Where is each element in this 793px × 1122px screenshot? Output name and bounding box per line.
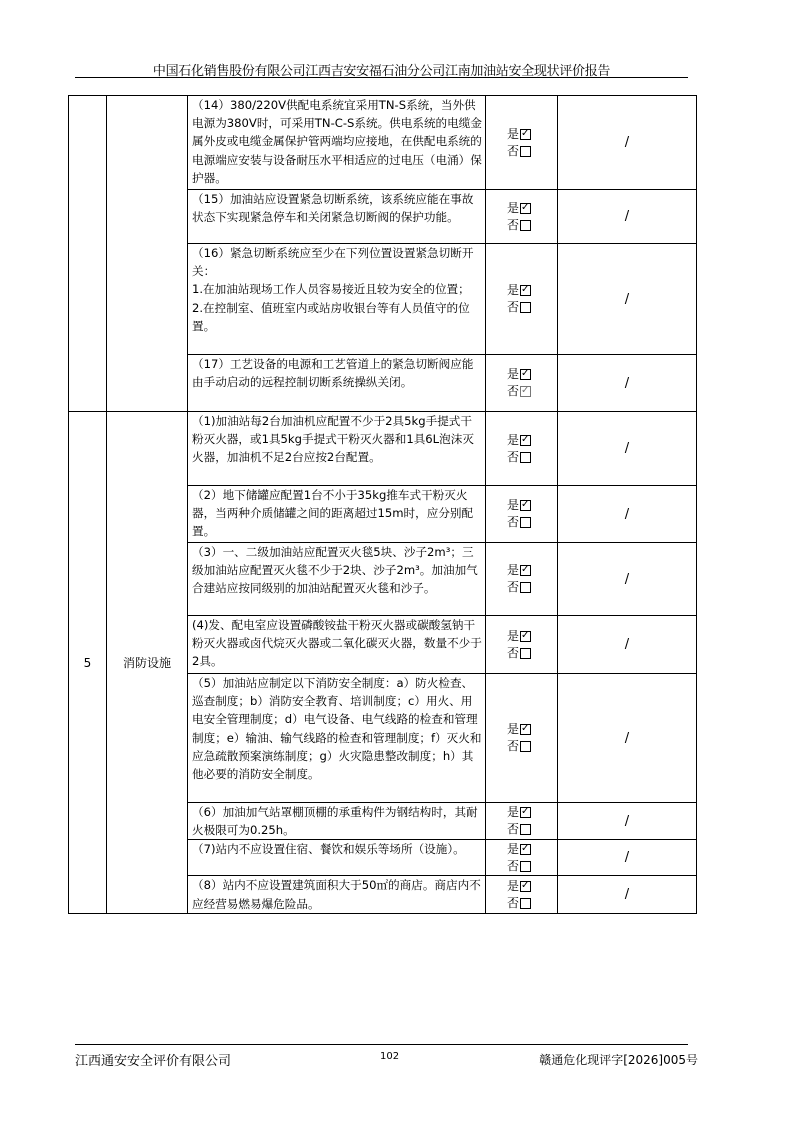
option-no-checkbox[interactable] bbox=[520, 824, 531, 835]
compliance-options bbox=[507, 200, 553, 234]
footer-document-number: 赣通危化现评字[2026]005号 bbox=[539, 1053, 698, 1067]
option-no bbox=[507, 383, 553, 400]
footer-divider bbox=[75, 1044, 688, 1045]
result-cell: / bbox=[558, 803, 697, 840]
option-no-checkbox[interactable] bbox=[520, 861, 531, 872]
option-yes-label: 是 bbox=[507, 200, 520, 215]
option-yes bbox=[507, 366, 553, 383]
result-cell: / bbox=[558, 486, 697, 543]
option-no bbox=[507, 514, 553, 531]
compliance-options bbox=[507, 562, 553, 596]
option-no-label: 否 bbox=[507, 739, 520, 753]
option-yes-label: 是 bbox=[507, 498, 520, 512]
option-no-checkbox[interactable] bbox=[520, 741, 531, 752]
compliance-cell bbox=[486, 190, 558, 244]
compliance-cell bbox=[486, 543, 558, 616]
compliance-cell bbox=[486, 616, 558, 674]
section-category-cell: 消防设施 bbox=[107, 412, 188, 914]
option-no bbox=[507, 449, 553, 466]
section-category-cell bbox=[107, 96, 188, 412]
option-yes bbox=[507, 126, 553, 143]
compliance-cell bbox=[486, 803, 558, 840]
compliance-cell bbox=[486, 412, 558, 486]
option-yes bbox=[507, 432, 553, 449]
option-yes-checkbox[interactable] bbox=[520, 285, 531, 296]
option-yes-label: 是 bbox=[507, 805, 520, 820]
option-no-label: 否 bbox=[507, 515, 520, 529]
option-yes-label: 是 bbox=[507, 628, 520, 643]
option-no-checkbox[interactable] bbox=[520, 146, 531, 157]
option-no-checkbox[interactable] bbox=[520, 386, 531, 397]
option-yes-label: 是 bbox=[507, 722, 520, 736]
result-cell: / bbox=[558, 190, 697, 244]
compliance-cell bbox=[486, 244, 558, 355]
result-cell: / bbox=[558, 412, 697, 486]
option-no-label: 否 bbox=[507, 217, 520, 232]
option-no bbox=[507, 299, 553, 316]
compliance-options bbox=[507, 126, 553, 160]
compliance-cell bbox=[486, 876, 558, 914]
requirement-text: （15）加油站应设置紧急切断系统，该系统应能在事故状态下实现紧急停车和关闭紧急切断阀的保护功能。 bbox=[188, 190, 486, 244]
option-yes-label: 是 bbox=[507, 432, 520, 447]
compliance-options bbox=[507, 841, 553, 875]
option-yes-checkbox[interactable] bbox=[520, 724, 531, 735]
option-no-checkbox[interactable] bbox=[520, 898, 531, 909]
compliance-options bbox=[507, 721, 553, 755]
result-cell: / bbox=[558, 543, 697, 616]
requirement-text: （7)站内不应设置住宿、餐饮和娱乐等场所（设施）。 bbox=[188, 840, 486, 876]
page-number: 102 bbox=[380, 1051, 400, 1062]
table-row bbox=[69, 96, 697, 190]
option-no-label: 否 bbox=[507, 449, 520, 464]
compliance-options bbox=[507, 366, 553, 400]
option-no-label: 否 bbox=[507, 580, 520, 594]
option-no-label: 否 bbox=[507, 858, 520, 873]
requirement-text: （17）工艺设备的电源和工艺管道上的紧急切断阀应能由手动启动的远程控制切断系统操纵关闭。 bbox=[188, 355, 486, 412]
header-divider bbox=[75, 77, 688, 78]
result-cell: / bbox=[558, 674, 697, 803]
result-cell: / bbox=[558, 840, 697, 876]
compliance-cell bbox=[486, 355, 558, 412]
compliance-cell bbox=[486, 674, 558, 803]
option-yes-checkbox[interactable] bbox=[520, 565, 531, 576]
result-cell: / bbox=[558, 876, 697, 914]
option-yes bbox=[507, 562, 553, 579]
option-yes-label: 是 bbox=[507, 878, 520, 893]
option-yes-label: 是 bbox=[507, 367, 520, 381]
option-yes bbox=[507, 721, 553, 738]
requirement-text: （5）加油站应制定以下消防安全制度：a）防火检查、巡查制度；b）消防安全教育、培训制度；c）用火、用电安全管理制度；d）电气设备、电气线路的检查和管理制度；e）输油、输气线路的检查和管理制度；f）灭火和应急疏散预案演练制度；g）火灾隐患整改制度；h）其他必要的消防安全制度。 bbox=[188, 674, 486, 803]
option-yes bbox=[507, 878, 553, 895]
option-yes bbox=[507, 841, 553, 858]
section-number-cell bbox=[69, 96, 107, 412]
option-yes-checkbox[interactable] bbox=[520, 435, 531, 446]
evaluation-table bbox=[68, 95, 697, 914]
option-no bbox=[507, 579, 553, 596]
option-no bbox=[507, 821, 553, 838]
requirement-text: （8）站内不应设置建筑面积大于50㎡的商店。商店内不应经营易燃易爆危险品。 bbox=[188, 876, 486, 914]
option-no-checkbox[interactable] bbox=[520, 582, 531, 593]
option-yes-checkbox[interactable] bbox=[520, 203, 531, 214]
option-yes bbox=[507, 282, 553, 299]
compliance-options bbox=[507, 628, 553, 662]
result-cell: / bbox=[558, 244, 697, 355]
option-no-checkbox[interactable] bbox=[520, 302, 531, 313]
requirement-text: （14）380/220V供配电系统宜采用TN-S系统，当外供电源为380V时，可采用TN-C-S系统。供电系统的电缆金属外皮或电缆金属保护管两端均应接地，在供配电系统的电源端应安装与设备耐压水平相适应的过电压（电涌）保护器。 bbox=[188, 96, 486, 190]
option-no-label: 否 bbox=[507, 300, 520, 314]
option-no-label: 否 bbox=[507, 895, 520, 910]
report-header-title: 中国石化销售股份有限公司江西吉安安福石油分公司江南加油站安全现状评价报告 bbox=[152, 64, 611, 79]
result-cell: / bbox=[558, 616, 697, 674]
option-yes-checkbox[interactable] bbox=[520, 500, 531, 511]
compliance-options bbox=[507, 432, 553, 466]
option-yes-checkbox[interactable] bbox=[520, 881, 531, 892]
requirement-text: （2）地下储罐应配置1台不小于35kg推车式干粉灭火器，当两种介质储罐之间的距离超过15m时，应分别配置。 bbox=[188, 486, 486, 543]
option-yes-checkbox[interactable] bbox=[520, 844, 531, 855]
option-no bbox=[507, 217, 553, 234]
footer-company: 江西通安安全评价有限公司 bbox=[75, 1054, 232, 1069]
result-cell: / bbox=[558, 355, 697, 412]
compliance-options bbox=[507, 878, 553, 912]
option-no bbox=[507, 895, 553, 912]
compliance-options bbox=[507, 497, 553, 531]
compliance-cell bbox=[486, 96, 558, 190]
option-yes-checkbox[interactable] bbox=[520, 807, 531, 818]
option-no bbox=[507, 738, 553, 755]
option-no-checkbox[interactable] bbox=[520, 220, 531, 231]
option-no-label: 否 bbox=[507, 384, 520, 398]
requirement-text: （16）紧急切断系统应至少在下列位置设置紧急切断开关： 1.在加油站现场工作人员容易接近且较为安全的位置； 2.在控制室、值班室内或站房收银台等有人员值守的位置。 bbox=[188, 244, 486, 355]
section-number-cell: 5 bbox=[69, 412, 107, 914]
compliance-options bbox=[507, 282, 553, 316]
option-no-checkbox[interactable] bbox=[520, 648, 531, 659]
option-yes-label: 是 bbox=[507, 126, 520, 141]
option-yes bbox=[507, 200, 553, 217]
option-no-label: 否 bbox=[507, 143, 520, 158]
option-yes-checkbox[interactable] bbox=[520, 129, 531, 140]
requirement-text: (4)发、配电室应设置磷酸铵盐干粉灭火器或碳酸氢钠干粉灭火器或卤代烷灭火器或二氧化碳灭火器，数量不少于2具。 bbox=[188, 616, 486, 674]
requirement-text: （1)加油站每2台加油机应配置不少于2具5kg手提式干粉灭火器，或1具5kg手提式干粉灭火器和1具6L泡沫灭火器，加油机不足2台应按2台配置。 bbox=[188, 412, 486, 486]
option-no-checkbox[interactable] bbox=[520, 452, 531, 463]
option-yes bbox=[507, 804, 553, 821]
option-yes bbox=[507, 628, 553, 645]
compliance-cell bbox=[486, 486, 558, 543]
option-yes-label: 是 bbox=[507, 841, 520, 856]
table-row bbox=[69, 412, 697, 486]
option-yes-label: 是 bbox=[507, 283, 520, 297]
option-no bbox=[507, 645, 553, 662]
requirement-text: （3）一、二级加油站应配置灭火毯5块、沙子2m³；三级加油站应配置灭火毯不少于2块、沙子2m³。加油加气合建站应按同级别的加油站配置灭火毯和沙子。 bbox=[188, 543, 486, 616]
option-no-label: 否 bbox=[507, 822, 520, 837]
result-cell: / bbox=[558, 96, 697, 190]
compliance-options bbox=[507, 804, 553, 838]
option-no-checkbox[interactable] bbox=[520, 517, 531, 528]
requirement-text: （6）加油加气站罩棚顶棚的承重构件为钢结构时，其耐火极限可为0.25h。 bbox=[188, 803, 486, 840]
option-yes-checkbox[interactable] bbox=[520, 631, 531, 642]
option-yes-label: 是 bbox=[507, 563, 520, 577]
option-no bbox=[507, 143, 553, 160]
option-yes-checkbox[interactable] bbox=[520, 369, 531, 380]
option-yes bbox=[507, 497, 553, 514]
compliance-cell bbox=[486, 840, 558, 876]
option-no bbox=[507, 858, 553, 875]
option-no-label: 否 bbox=[507, 645, 520, 660]
